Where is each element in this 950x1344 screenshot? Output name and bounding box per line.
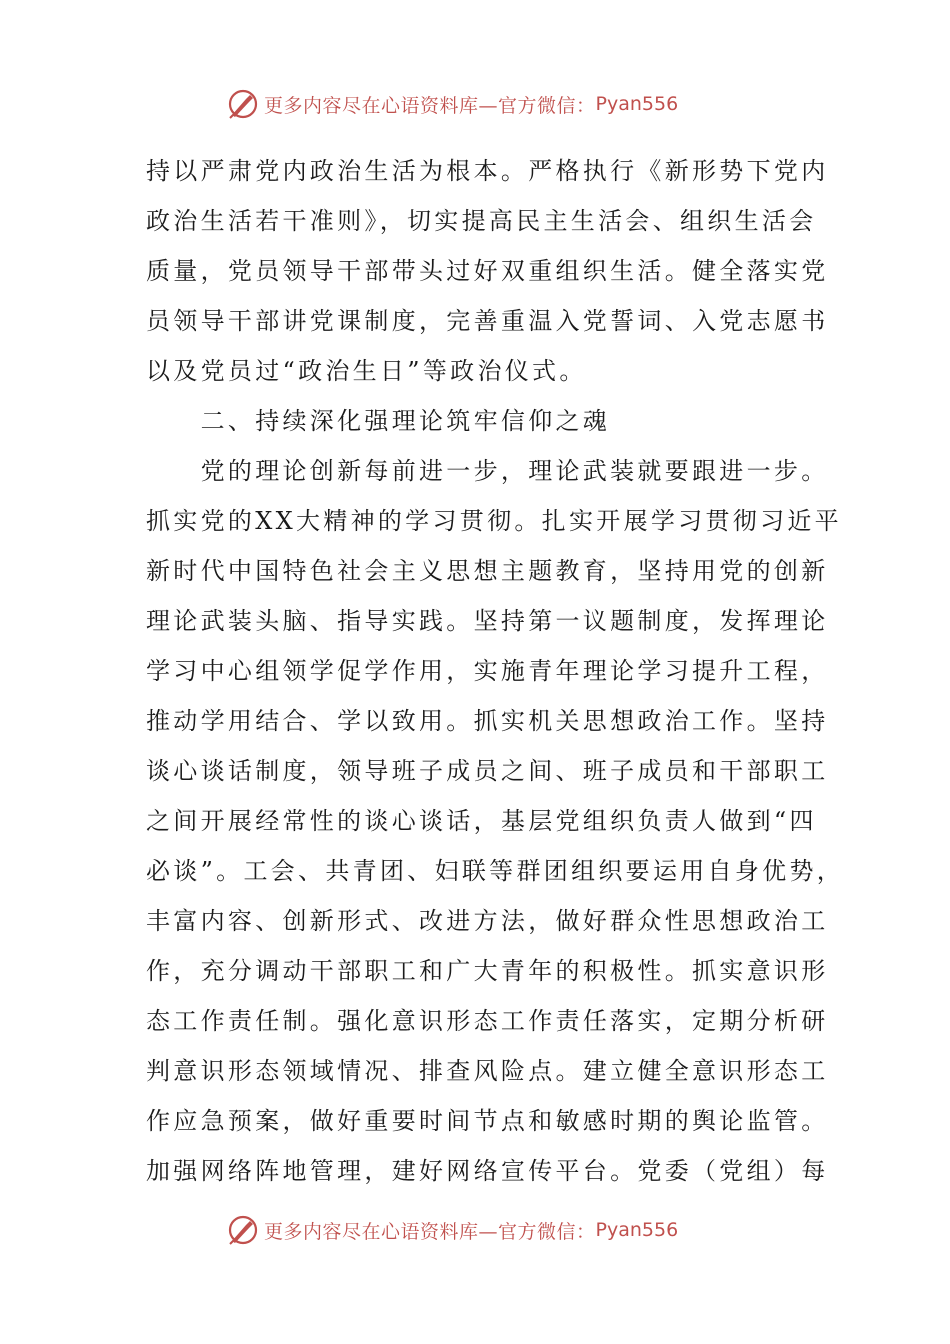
text-line: 员领导干部讲党课制度，完善重温入党誓词、入党志愿书 [146,307,829,335]
watermark-wechat-id: Pyan556 [595,93,679,115]
text-line: 作应急预案，做好重要时间节点和敏感时期的舆论监管。 [146,1107,829,1135]
text-line: 质量，党员领导干部带头过好双重组织生活。健全落实党 [146,257,829,285]
watermark-text: 更多内容尽在心语资料库—官方微信： [264,94,596,117]
text-line: 新时代中国特色社会主义思想主题教育，坚持用党的创新 [146,557,829,585]
watermark-wechat-id: Pyan556 [595,1219,679,1241]
text-line: 政治生活若干准则》，切实提高民主生活会、组织生活会 [146,207,817,235]
text-line: 判意识形态领域情况、排查风险点。建立健全意识形态工 [146,1057,829,1085]
text-line: 态工作责任制。强化意识形态工作责任落实，定期分析研 [146,1007,829,1035]
pen-logo-icon [226,87,260,121]
text-line: 持以严肃党内政治生活为根本。严格执行《新形势下党内 [146,157,829,185]
text-line: 丰富内容、创新形式、改进方法，做好群众性思想政治工 [146,907,829,935]
text-line: 抓实党的XX大精神的学习贯彻。扎实开展学习贯彻习近平 [146,507,842,535]
text-line: 作，充分调动干部职工和广大青年的积极性。抓实意识形 [146,957,829,985]
text-line: 理论武装头脑、指导实践。坚持第一议题制度，发挥理论 [146,607,829,635]
footer-watermark [226,1212,678,1248]
text-line: 必谈”。工会、共青团、妇联等群团组织要运用自身优势， [146,857,845,885]
text-line: 之间开展经常性的谈心谈话，基层党组织负责人做到“四 [146,807,817,835]
text-line: 学习中心组领学促学作用，实施青年理论学习提升工程， [146,657,829,685]
text-line: 加强网络阵地管理，建好网络宣传平台。党委（党组）每 [146,1157,829,1185]
watermark-text: 更多内容尽在心语资料库—官方微信： [264,1220,596,1243]
header-watermark [226,86,678,122]
text-line: 谈心谈话制度，领导班子成员之间、班子成员和干部职工 [146,757,829,785]
text-line: 以及党员过“政治生日”等政治仪式。 [146,357,587,385]
text-line: 党的理论创新每前进一步，理论武装就要跟进一步。 [146,457,829,485]
text-line: 推动学用结合、学以致用。抓实机关思想政治工作。坚持 [146,707,829,735]
section-heading: 二、持续深化强理论筑牢信仰之魂 [146,407,611,435]
document-body [146,146,845,1196]
pen-logo-icon [226,1213,260,1247]
